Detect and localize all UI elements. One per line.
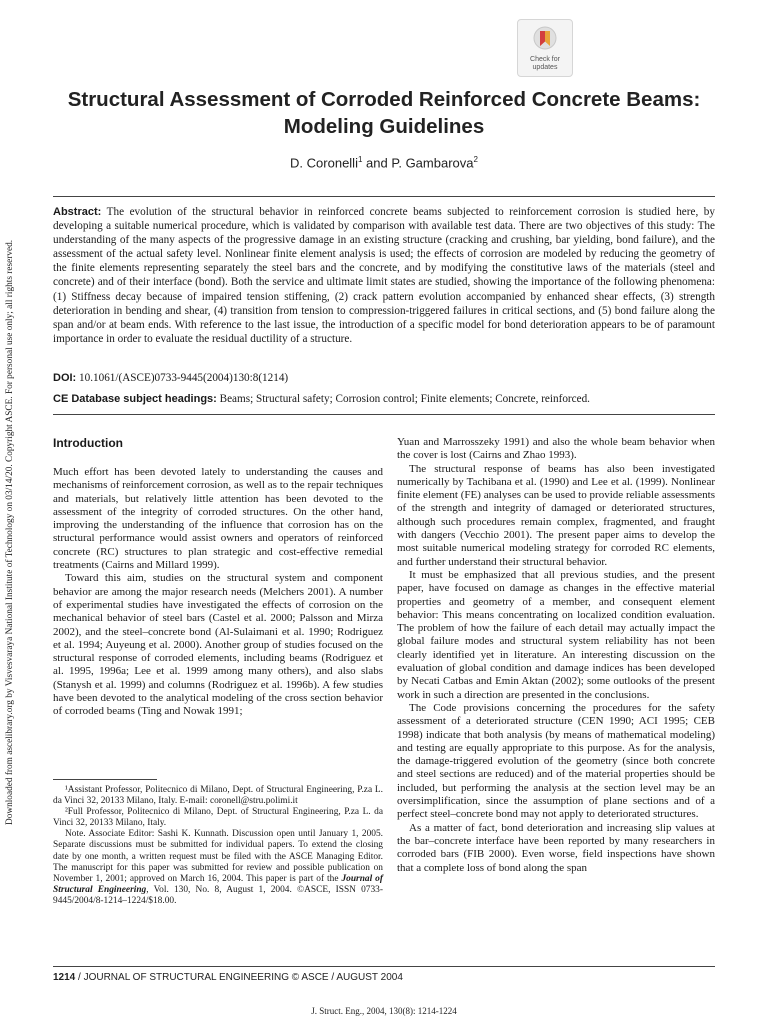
paragraph: As a matter of fact, bond deterioration and increasing slip values at the bar–concrete interface have been reported by many researchers in corroded bars (FIB 2000). Even worse, field inspections have shown that a complete loss of bond along the span xyxy=(397,821,715,874)
bookmark-icon xyxy=(533,26,557,54)
running-footer xyxy=(53,972,553,984)
page-number: 1214 xyxy=(53,972,76,983)
author-1-affil: 1 xyxy=(357,155,363,164)
abstract xyxy=(53,205,715,346)
doi xyxy=(53,371,715,385)
abstract-label: Abstract: xyxy=(53,206,102,218)
footer-rule xyxy=(53,966,715,967)
doi-link[interactable]: 10.1061/(ASCE)0733-9445(2004)130:8(1214) xyxy=(79,372,289,384)
citation-line: J. Struct. Eng., 2004, 130(8): 1214-1224 xyxy=(311,1006,457,1016)
doi-label: DOI: xyxy=(53,372,77,384)
author-2-affil: 2 xyxy=(473,155,478,164)
author-line xyxy=(40,151,728,171)
paragraph: Toward this aim, studies on the structural system and component behavior are among the major research needs (Melchers 2001). A number of experimental studies have investigated the effects of corrosion on the mechanical behavior of steel bars (Castel et al. 2000; Palsson and Mirza 2002), and the steel–concrete bond (Al-Sulaimani et al. 1990; Rodriguez et al. 1994; Auyeung et al. 2000). Another group of studies focused on the structural response of corroded elements, including beams (Rodriguez et al. 1995, 1996a; Lee et al. 1999 among many others), and also slabs (Stanysh et al. 1999) and columns (Rodriguez et al. 1996b). A few studies have been devoted to the analytical modeling of the cross section behavior of corroded beams (Ting and Nowak 1991; xyxy=(53,572,383,718)
paragraph: Much effort has been devoted lately to understanding the causes and mechanisms of reinforcement corrosion, as well as to the repair techniques and materials, but relatively little attention has been devoted to the assessment of the integrity of corroded structures. On the other hand, improving the understanding of the influence that corrosion has on the structural performance would assist owners and operators of reinforced concrete (RC) structures to plan strategic and cost-effective remedial treatments (Cairns and Millard 1999). xyxy=(53,466,383,572)
editorial-note: Note. Associate Editor: Sashi K. Kunnath. Discussion open until January 1, 2005. Separate discussions must be submitted for individual papers. To extend the closing date by one month, a written request must be filed with the ASCE Managing Editor. The manuscript for this paper was submitted for review and possible publication on November 1, 2001; approved on March 16, 2004. This paper is part of the Journal of Structural Engineering, Vol. 130, No. 8, August 1, 2004. ©ASCE, ISSN 0733-9445/2004/8-1214–1224/$18.00. xyxy=(53,829,383,906)
top-rule xyxy=(53,196,715,197)
badge-line-1: Check for xyxy=(530,56,560,63)
left-column xyxy=(53,436,383,719)
footnote-1: ¹Assistant Professor, Politecnico di Milano, Dept. of Structural Engineering, P.za L. da Vinci 32, 20133 Milano, Italy. E-mail: coronell@stru.polimi.it xyxy=(53,785,383,807)
subject-headings xyxy=(53,392,715,406)
footnote-rule xyxy=(53,779,157,780)
paragraph: It must be emphasized that all previous studies, and the present paper, have focused on damage as changes in the effective material properties and geometry of a member, and consequent element behavior: This means concentrating on localized condition evaluation. The problem of how the failure of each detail may actually impact the global failure modes and structural system reliability has not been clearly identified yet in literature. An interesting discussion on the evaluation of global condition and damage indices has been developed by Necati Catbas and Emin Aktan (2002); some outlooks of the present work in such a direction are presented in the conclusions. xyxy=(397,568,715,701)
paper-title: Structural Assessment of Corroded Reinforced Concrete Beams: Modeling Guidelines xyxy=(67,88,701,138)
author-2: P. Gambarova xyxy=(391,155,474,171)
paragraph: Yuan and Marrosszeky 1991) and also the whole beam behavior when the cover is lost (Cairns and Zhao 1993). xyxy=(397,436,715,462)
journal-issue: / JOURNAL OF STRUCTURAL ENGINEERING © ASCE / AUGUST 2004 xyxy=(75,972,403,983)
subject-headings-label: CE Database subject headings: xyxy=(53,393,217,405)
abstract-bottom-rule xyxy=(53,414,715,415)
abstract-text: The evolution of the structural behavior in reinforced concrete beams subjected to reinforcement corrosion is studied here, by developing a suitable numerical procedure, which is validated by comparison with available test data. There are two objectives of this study: The understanding of the many aspects of the progressive damage in an existing structure (cracking and crushing, bar yielding, bond failure), and the assessment of the actual safety level. Nonlinear finite element analysis is used; the effects of corrosion are modeled by reducing the geometry of the finite elements representing separately the steel bars and the concrete, and by modifying the constitutive laws of the materials (steel and concrete) and of their interface (bond). Both the service and ultimate limit states are studied, showing the importance of the following phenomena: (1) Stiffness decay because of impaired tension stiffening, (2) crack pattern evolution accompanied by enhanced shear effects, (3) strength deterioration in bending and shear, (4) transition from tension to compression-triggered failures in critical sections, and (5) bond failure along the span and/or at beam ends. With reference to the last issue, the introduction of a specific model for bond deterioration appears to be of paramount importance in order to evaluate the residual ductility of a structure. xyxy=(53,206,715,345)
paragraph: The Code provisions concerning the procedures for the safety assessment of a deteriorated structure (CEN 1990; ACI 1995; CEB 1998) indicate that both analysis (by means of mathematical modeling) and testing are equally appropriate to this purpose. As for the analysis, the damage-triggered evolution of the geometry (since both concrete and steel sections are reduced) and of the material properties should be included, but performing the analysis at the section level may be an oversimplification, since the assumption of plane sections and of a perfect steel–concrete bond may not apply to deteriorated structures. xyxy=(397,701,715,821)
author-1: D. Coronelli xyxy=(290,155,358,171)
paragraph: The structural response of beams has also been investigated numerically by Tachibana et al. (1990) and Lee et al. (1999). Nonlinear finite element (FE) analyses can be used to provide reliable assessments of the strength and integrity of damaged or deteriorated structures, although such procedures remain complex, fragmented, and fraught with dangers (Vecchio 2001). The present paper aims to develop the most suitable numerical modeling strategy for corroded RC elements, and further understand their structural behavior. xyxy=(397,462,715,568)
author-separator: and xyxy=(362,155,392,171)
badge-line-2: updates xyxy=(532,64,558,71)
right-column xyxy=(397,436,715,875)
footnote-2: ²Full Professor, Politecnico di Milano, Dept. of Structural Engineering, P.za L. da Vinci 32, 20133 Milano, Italy. xyxy=(53,807,383,829)
section-heading-introduction: Introduction xyxy=(53,436,123,450)
footnotes xyxy=(53,785,383,907)
download-notice: Downloaded from ascelibrary.org by Visvesvaraya National Institute of Technology on 03/14/20. Copyright ASCE. For personal use only; all rights reserved. xyxy=(5,239,15,825)
journal-name: Journal of Structural Engineering xyxy=(53,873,383,895)
subject-headings-value: Beams; Structural safety; Corrosion control; Finite elements; Concrete, reinforced. xyxy=(219,393,590,405)
check-for-updates-badge[interactable] xyxy=(517,19,573,77)
